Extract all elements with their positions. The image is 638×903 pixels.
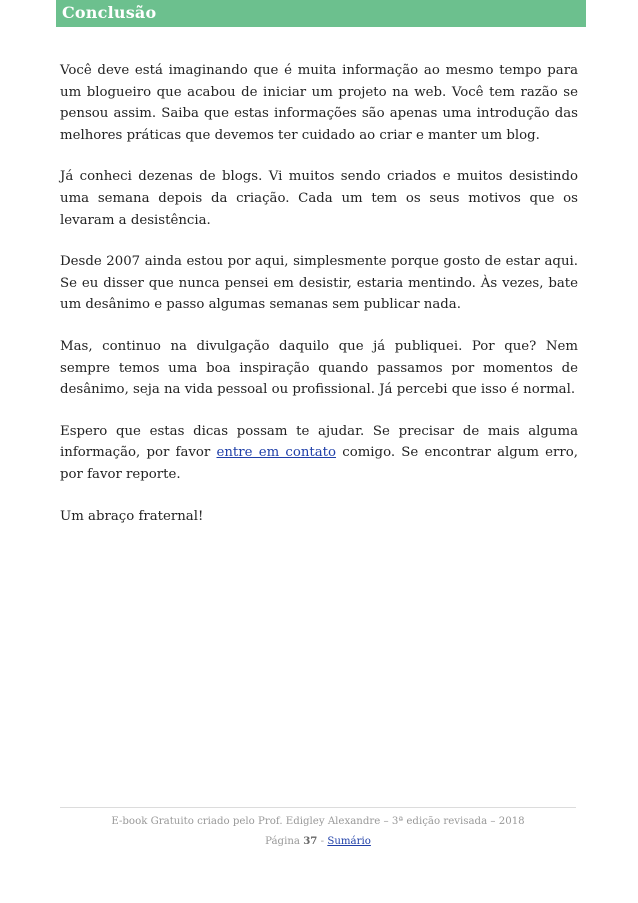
section-title: Conclusão (62, 3, 157, 22)
footer-credit: E-book Gratuito criado pelo Prof. Edigley Alexandre – 3ª edição revisada – 2018 (111, 816, 525, 827)
paragraph-5 (60, 421, 578, 486)
footer-separator: - (320, 836, 325, 847)
paragraph-2: Já conheci dezenas de blogs. Vi muitos sendo criados e muitos desistindo uma semana depois da criação. Cada um tem os seus motivos que os levaram a desistência. (60, 169, 578, 228)
paragraph-4: Mas, continuo na divulgação daquilo que já publiquei. Por que? Nem sempre temos uma boa inspiração quando passamos por momentos de desânimo, seja na vida pessoal ou profissional. Já percebi que isso é normal. (60, 338, 578, 398)
contact-link[interactable]: entre em contato (216, 445, 337, 461)
paragraph-6: Um abraço fraternal! (60, 508, 204, 524)
body-content (60, 60, 578, 547)
section-header-band (56, 0, 586, 27)
footer-page-info (60, 834, 576, 849)
paragraph-1: Você deve está imaginando que é muita informação ao mesmo tempo para um blogueiro que acabou de iniciar um projeto na web. Você tem razão se pensou assim. Saiba que estas informações são apenas uma introdução das melhores práticas que devemos ter cuidado ao criar e manter um blog. (60, 63, 578, 143)
paragraph-5-text-after: comigo. Se encontrar algum erro, por favor reporte. (60, 445, 578, 482)
footer-divider (60, 807, 576, 808)
paragraph-3: Desde 2007 ainda estou por aqui, simplesmente porque gosto de estar aqui. Se eu disser que nunca pensei em desistir, estaria mentindo. Às vezes, bate um desânimo e passo algumas semanas sem publicar nada. (60, 254, 578, 313)
page-number: 37 (303, 835, 318, 847)
page-label: Página (265, 836, 300, 847)
paragraph-5-text-before: Espero que estas dicas possam te ajudar. Se precisar de mais alguma informação, por favor (60, 423, 578, 461)
summary-link[interactable]: Sumário (327, 836, 371, 847)
